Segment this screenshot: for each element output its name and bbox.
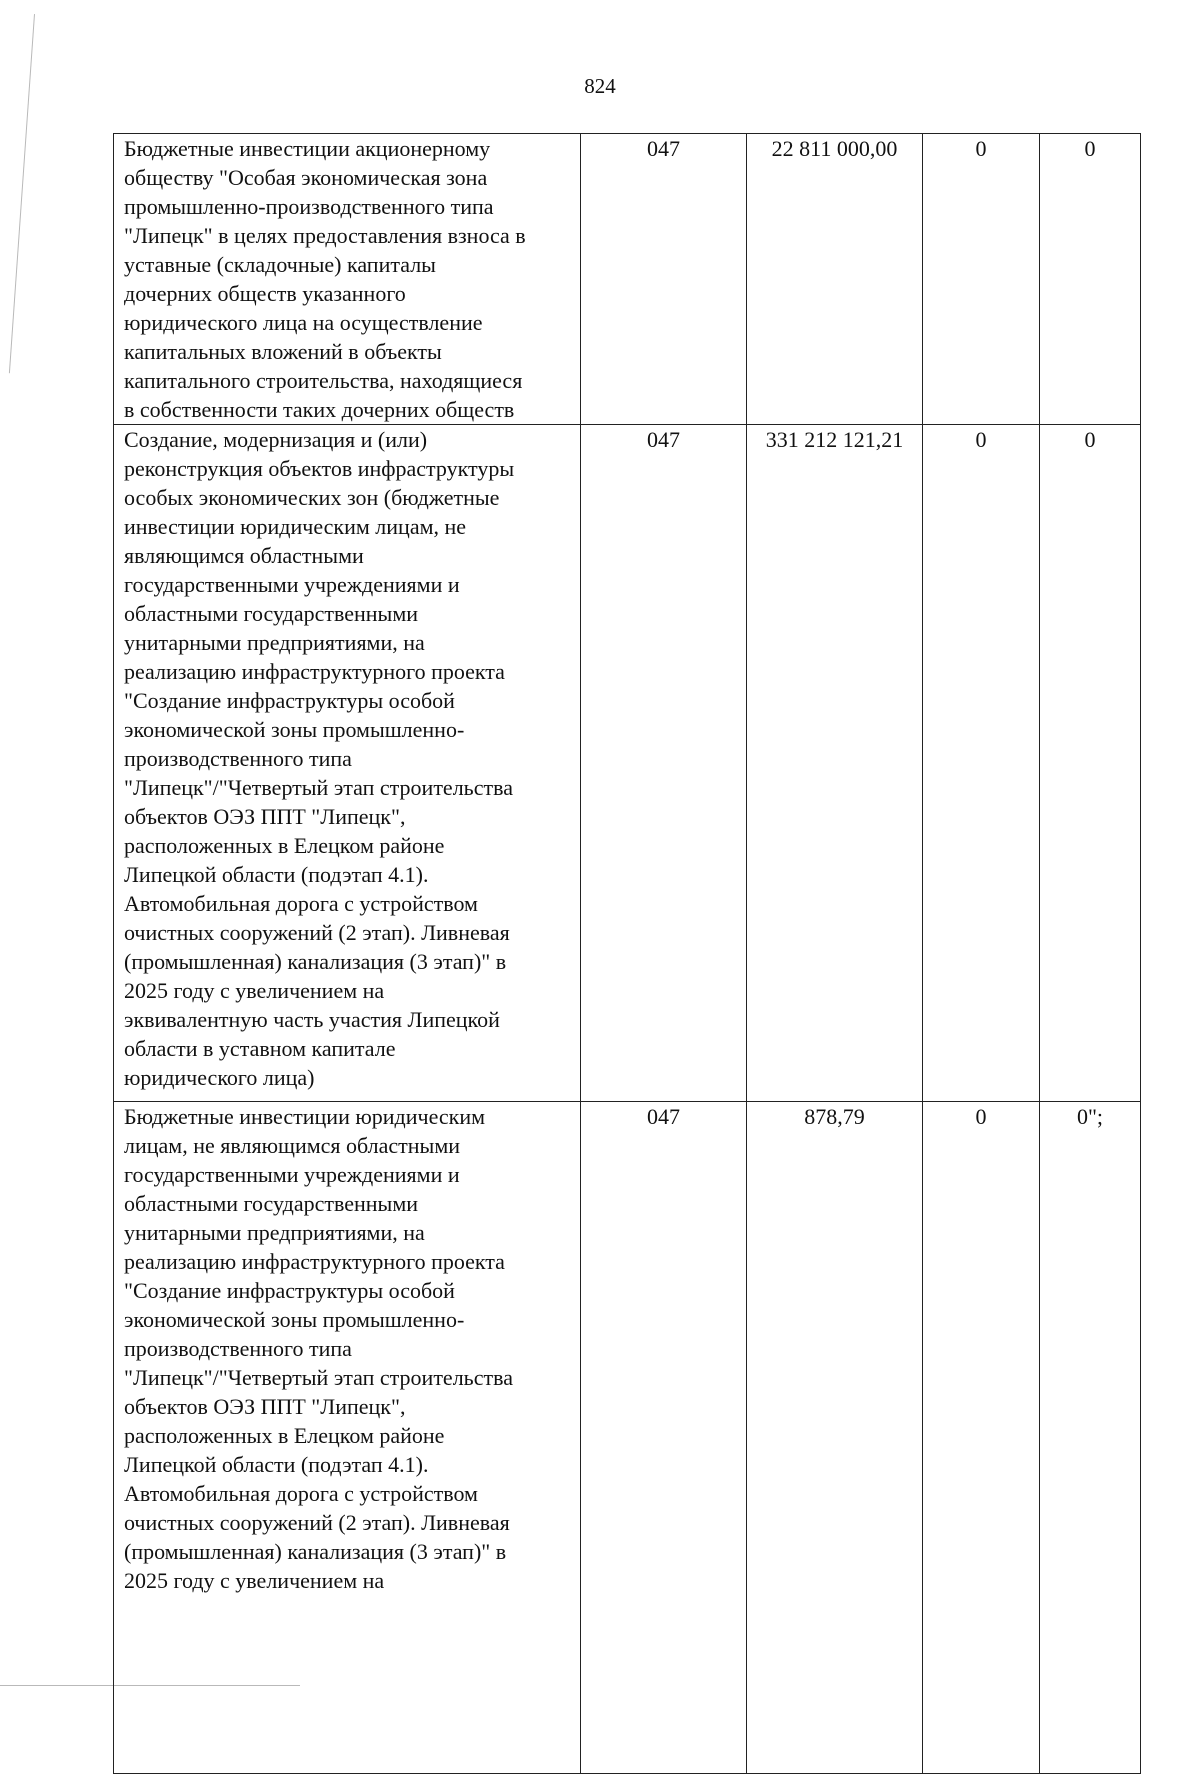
description-line: Создание, модернизация и (или): [124, 427, 428, 452]
description-line: унитарными предприятиями, на: [124, 1220, 425, 1245]
description-line: юридического лица на осуществление: [124, 310, 483, 335]
description-line: капитального строительства, находящиеся: [124, 368, 523, 393]
value-cell: 0: [923, 425, 1040, 1102]
description-line: расположенных в Елецком районе: [124, 833, 445, 858]
table-row: [114, 1102, 1141, 1774]
description-line: производственного типа: [124, 746, 352, 771]
description-line: производственного типа: [124, 1336, 352, 1361]
description-line: обществу "Особая экономическая зона: [124, 165, 488, 190]
description-line: унитарными предприятиями, на: [124, 630, 425, 655]
description-line: Бюджетные инвестиции юридическим: [124, 1104, 486, 1129]
amount-cell: 22 811 000,00: [747, 134, 923, 425]
description-line: "Липецк"/"Четвертый этап строительства: [124, 775, 513, 800]
description-line: области в уставном капитале: [124, 1036, 396, 1061]
amount-cell: 878,79: [747, 1102, 923, 1774]
description-line: государственными учреждениями и: [124, 572, 460, 597]
description-line: Липецкой области (подэтап 4.1).: [124, 862, 429, 887]
description-line: "Липецк"/"Четвертый этап строительства: [124, 1365, 513, 1390]
description-line: реконструкция объектов инфраструктуры: [124, 456, 515, 481]
description-line: Липецкой области (подэтап 4.1).: [124, 1452, 429, 1477]
description-line: реализацию инфраструктурного проекта: [124, 1249, 505, 1274]
description-line: объектов ОЭЗ ППТ "Липецк",: [124, 1394, 406, 1419]
budget-table: [113, 133, 1141, 1774]
value-cell: 0";: [1040, 1102, 1141, 1774]
description-line: 2025 году с увеличением на: [124, 978, 385, 1003]
scan-edge-mark: [9, 14, 35, 373]
description-line: являющимся областными: [124, 543, 364, 568]
description-line: Автомобильная дорога с устройством: [124, 891, 478, 916]
description-line: эквивалентную часть участия Липецкой: [124, 1007, 500, 1032]
value-cell: 0: [1040, 134, 1141, 425]
description-line: инвестиции юридическим лицам, не: [124, 514, 467, 539]
description-line: "Создание инфраструктуры особой: [124, 688, 455, 713]
table-row: [114, 425, 1141, 1102]
description-line: лицам, не являющимся областными: [124, 1133, 461, 1158]
code-cell: 047: [581, 425, 747, 1102]
table-row: [114, 134, 1141, 425]
amount-cell: 331 212 121,21: [747, 425, 923, 1102]
value-cell: 0: [1040, 425, 1141, 1102]
description-line: очистных сооружений (2 этап). Ливневая: [124, 1510, 510, 1535]
description-line: промышленно-производственного типа: [124, 194, 494, 219]
description-line: Автомобильная дорога с устройством: [124, 1481, 478, 1506]
description-line: уставные (складочные) капиталы: [124, 252, 436, 277]
description-line: экономической зоны промышленно-: [124, 717, 465, 742]
description-line: 2025 году с увеличением на: [124, 1568, 385, 1593]
description-line: "Создание инфраструктуры особой: [124, 1278, 455, 1303]
description-cell: [114, 134, 581, 425]
description-line: в собственности таких дочерних обществ: [124, 397, 515, 422]
description-line: капитальных вложений в объекты: [124, 339, 442, 364]
description-line: реализацию инфраструктурного проекта: [124, 659, 505, 684]
description-line: юридического лица): [124, 1065, 315, 1090]
description-line: дочерних обществ указанного: [124, 281, 406, 306]
description-cell: [114, 425, 581, 1102]
description-line: областными государственными: [124, 1191, 419, 1216]
value-cell: 0: [923, 134, 1040, 425]
description-line: экономической зоны промышленно-: [124, 1307, 465, 1332]
code-cell: 047: [581, 134, 747, 425]
description-cell: [114, 1102, 581, 1774]
description-line: государственными учреждениями и: [124, 1162, 460, 1187]
description-line: объектов ОЭЗ ППТ "Липецк",: [124, 804, 406, 829]
description-line: областными государственными: [124, 601, 419, 626]
description-line: особых экономических зон (бюджетные: [124, 485, 500, 510]
code-cell: 047: [581, 1102, 747, 1774]
description-line: расположенных в Елецком районе: [124, 1423, 445, 1448]
value-cell: 0: [923, 1102, 1040, 1774]
description-line: (промышленная) канализация (3 этап)" в: [124, 949, 507, 974]
description-line: (промышленная) канализация (3 этап)" в: [124, 1539, 507, 1564]
page-number: 824: [584, 74, 616, 98]
description-line: "Липецк" в целях предоставления взноса в: [124, 223, 526, 248]
description-line: Бюджетные инвестиции акционерному: [124, 136, 491, 161]
description-line: очистных сооружений (2 этап). Ливневая: [124, 920, 510, 945]
